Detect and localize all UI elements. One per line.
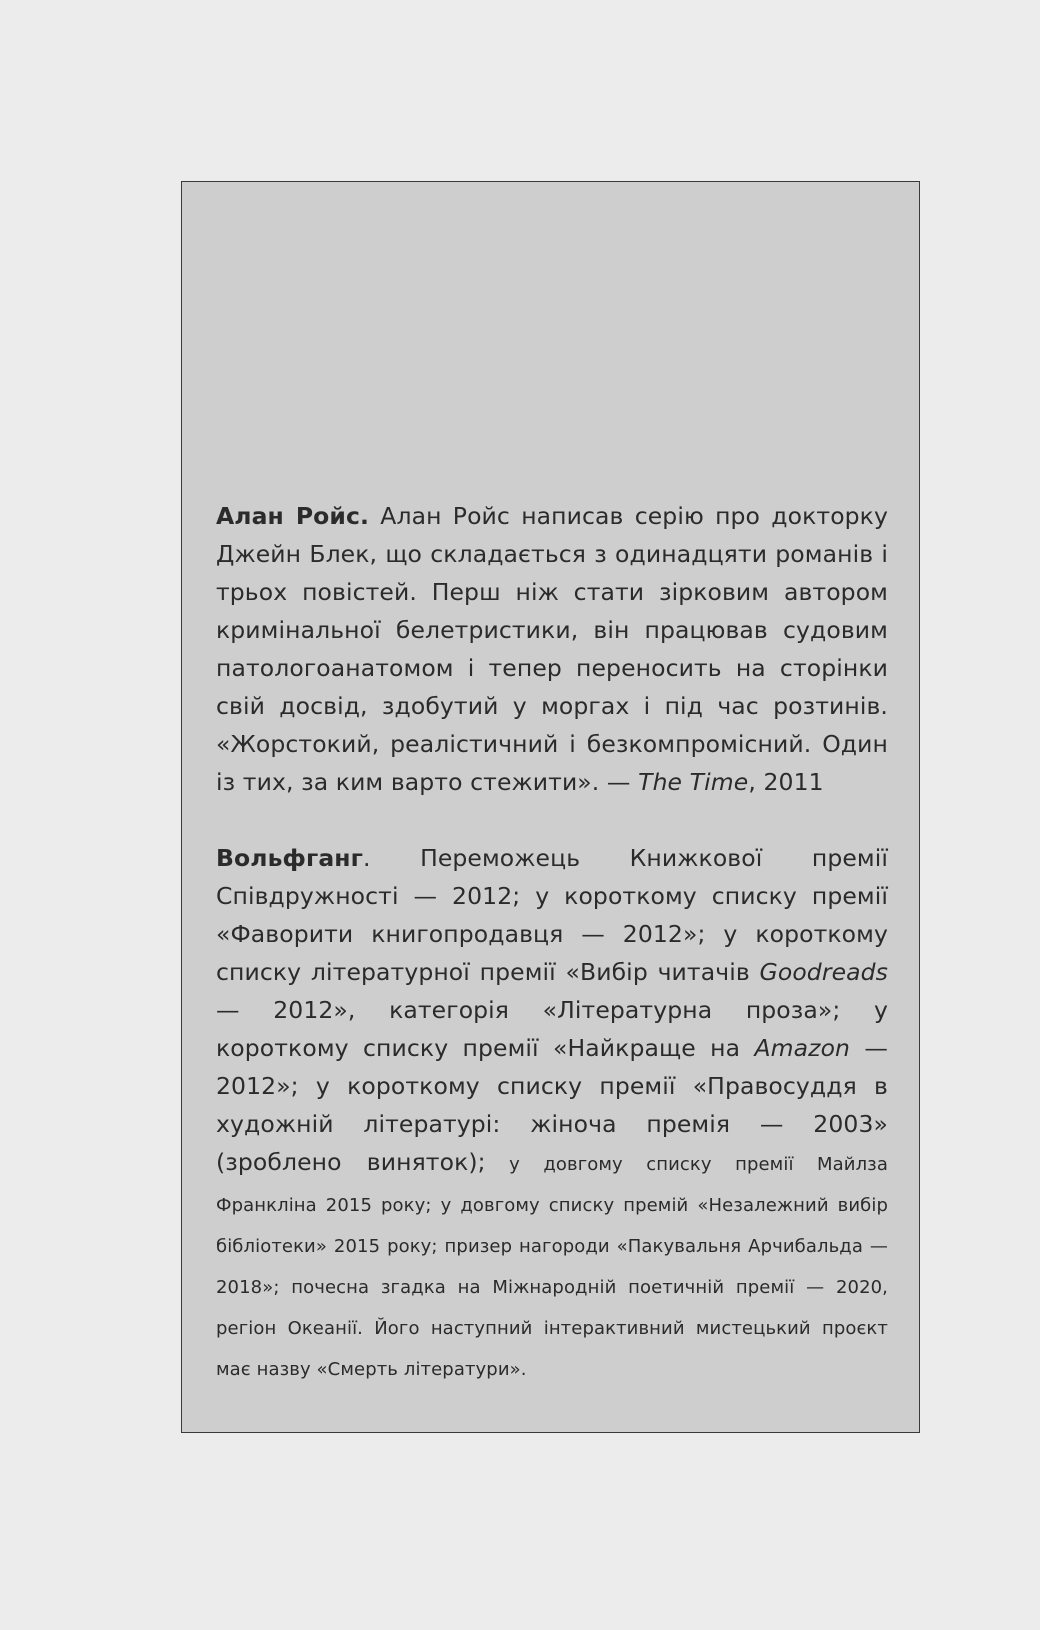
bio-text: Алан Ройс написав серію про докторку Джейн Блек, що складається з одинадцяти романів і трьох повістей. Перш ніж стати зірковим автором кримінальної белетристики, він працював судовим патологоанатомом і тепер переносить на сторінки свій досвід, здобутий у моргах і під час розтинів. «Жорстокий, реалістичний і безкомпромісний. Один із тих, за ким варто стежити». — [216,502,888,796]
bio-text: — 2012»; у короткому списку премії «Правосуддя в художній літературі: жіноча премія — 2003» (зроблено виняток); [216,1034,889,1176]
bio-text: — 2012», категорія «Літературна проза»; у короткому списку премії «Найкраще на [216,996,888,1062]
source-title: The Time [638,768,749,796]
platform-name: Amazon [754,1034,851,1062]
bio-text: , 2011 [748,768,824,796]
bio-name: Алан Ройс. [216,502,370,530]
author-bios [216,497,888,1389]
bio-name: Вольфганг [216,844,363,872]
bio-wolfgang [216,839,888,1389]
bio-text-small: у довгому списку премії Майлза Франкліна 2015 року; у довгому списку премій «Незалежний вибір бібліотеки» 2015 року; призер нагороди «Пакувальня Арчибальда — 2018»; почесна згадка на Міжнародній поетичній премії — 2020, регіон Океанії. Його наступний інтерактивний мистецький проєкт має назву «Смерть літератури». [216,1154,888,1380]
bio-alan-royce [216,497,888,801]
platform-name: Goodreads [759,958,888,986]
bio-text: . Переможець Книжкової премії Співдружності — 2012; у короткому списку премії «Фаворити книгопродавця — 2012»; у короткому списку літературної премії «Вибір читачів [216,844,888,986]
